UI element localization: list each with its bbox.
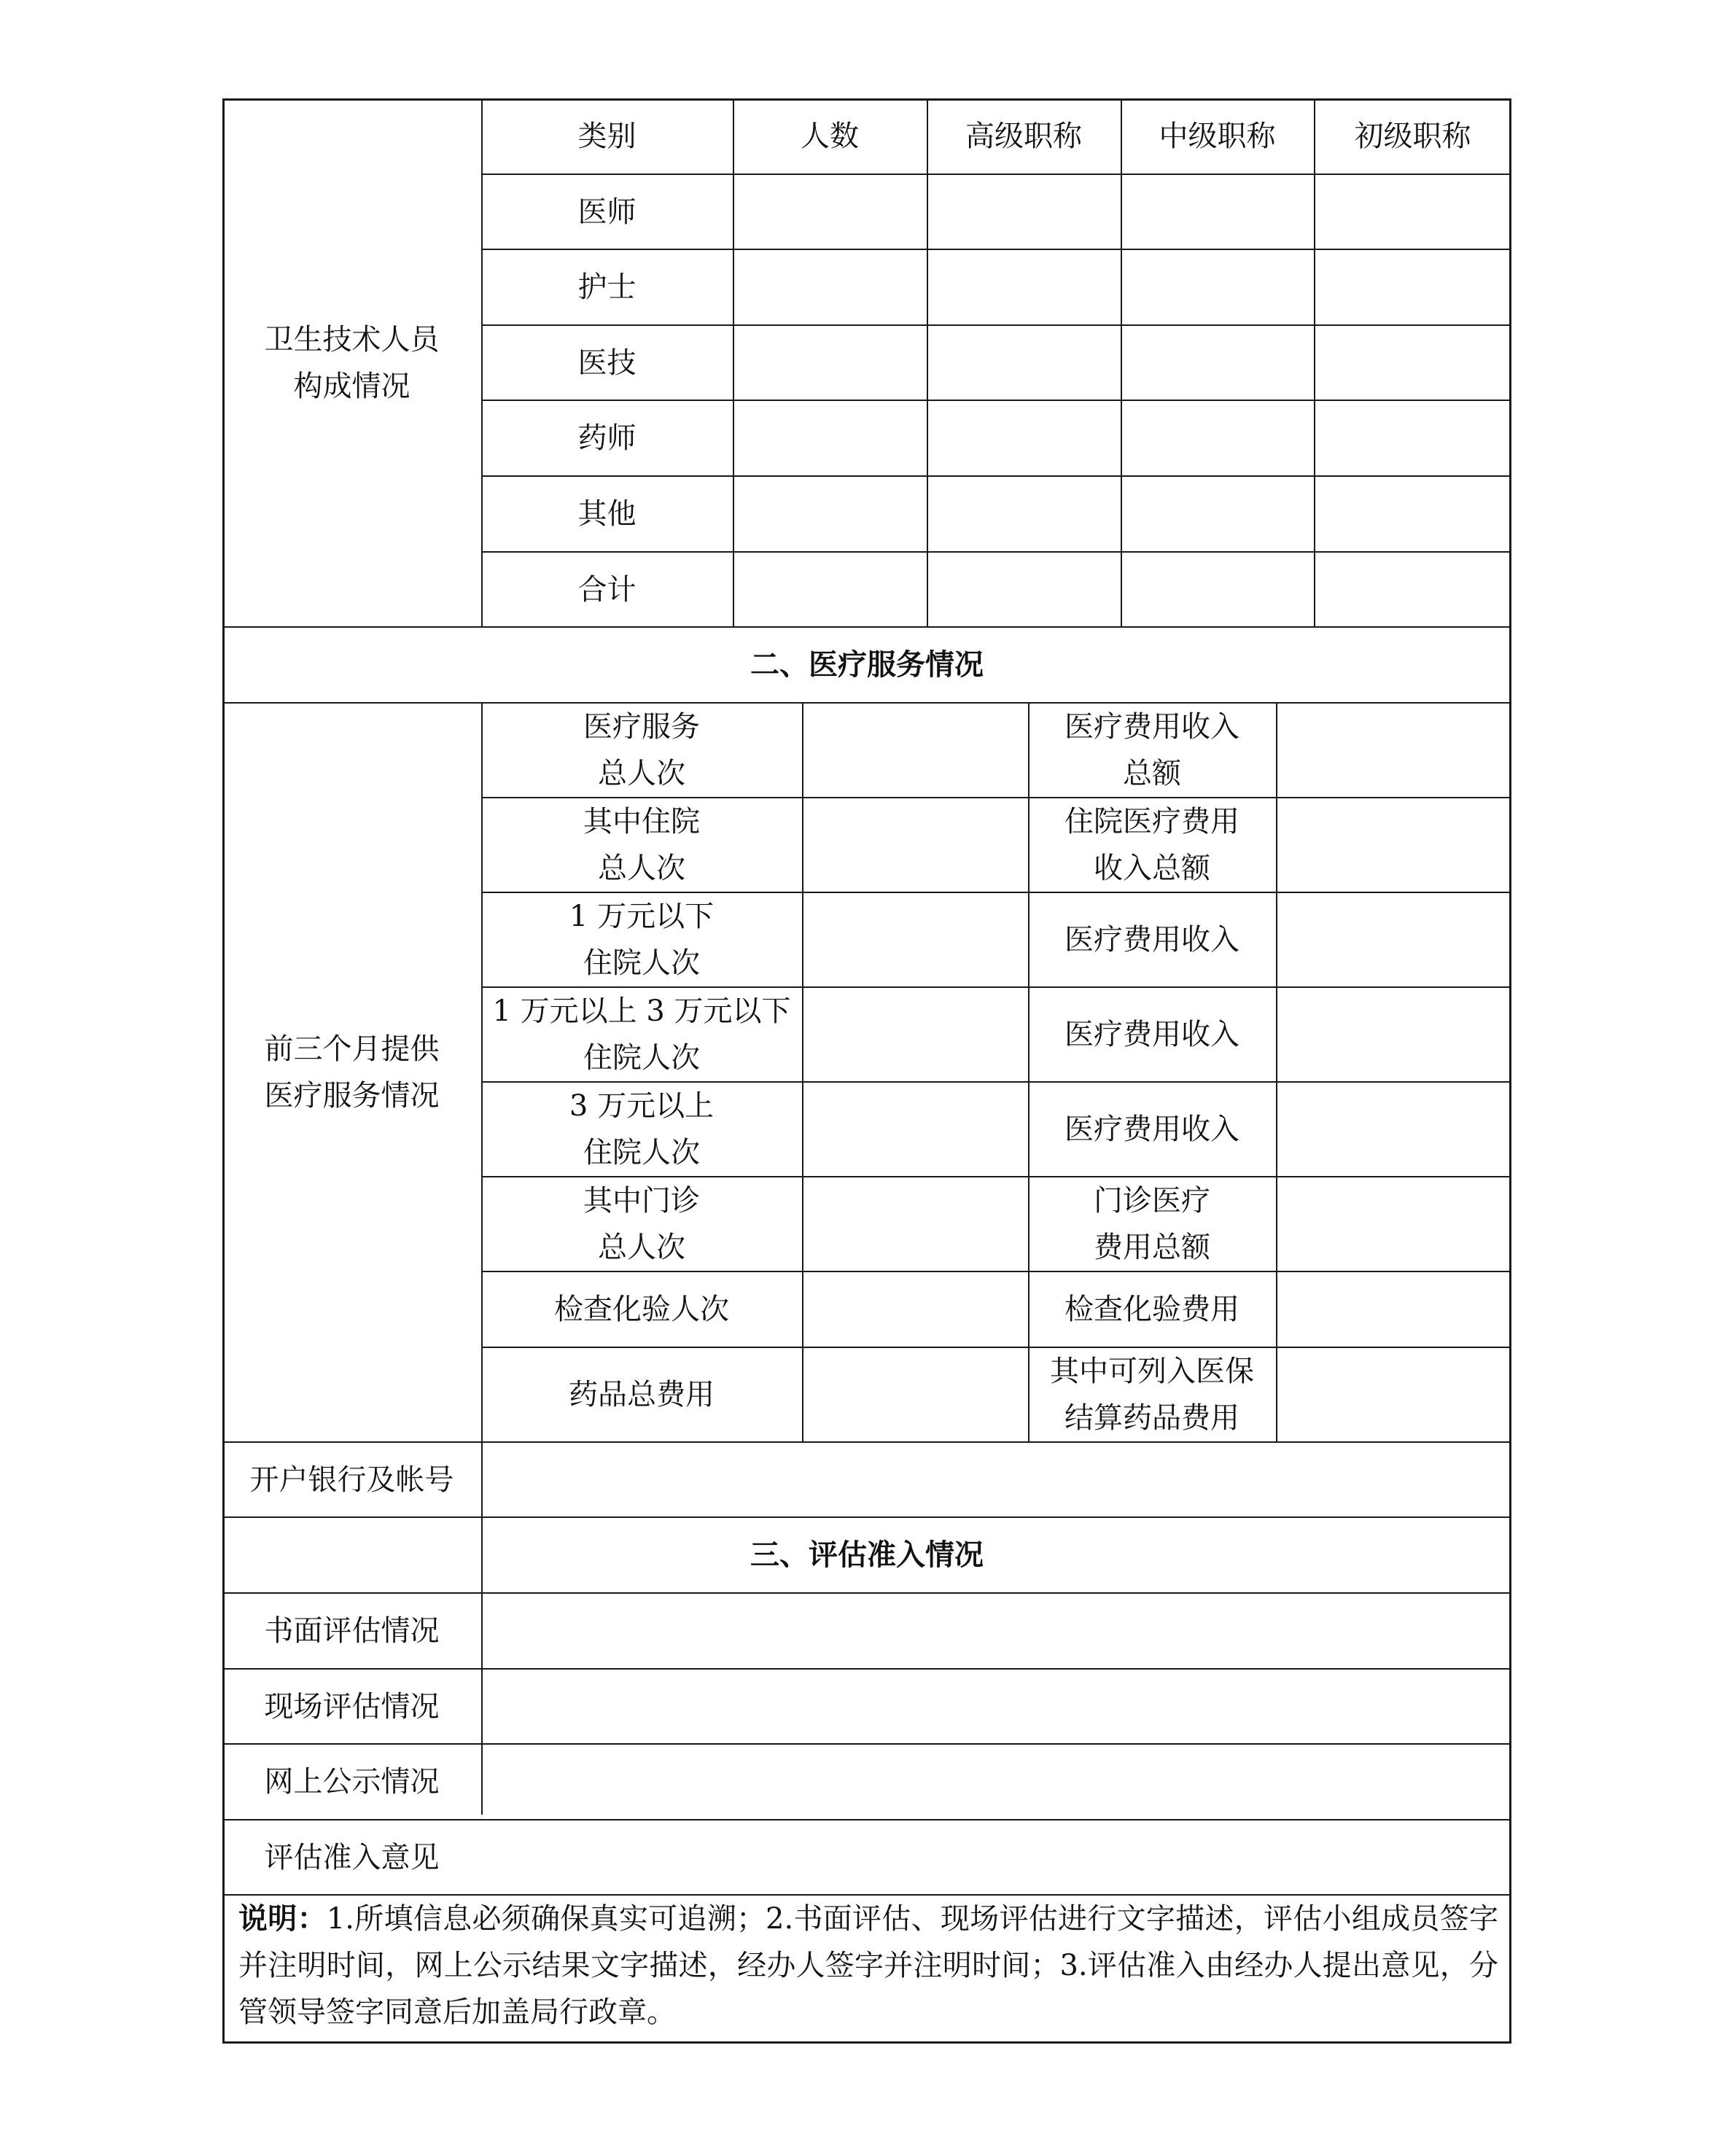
bank-account-label: 开户银行及帐号 (249, 1463, 454, 1497)
assessment-row-label: 评估准入意见 (264, 1840, 440, 1874)
staff-row-label: 医师 (577, 195, 637, 229)
rule (927, 98, 928, 627)
revenue-item-label: 住院医疗费用 收入总额 (1064, 805, 1239, 885)
revenue-item-label: 检查化验费用 (1064, 1293, 1239, 1326)
rule (1276, 702, 1277, 1442)
staff-row-label: 合计 (577, 572, 637, 607)
revenue-item-label: 门诊医疗 费用总额 (1094, 1184, 1210, 1264)
form-instructions-note (238, 1896, 1498, 2036)
rule (1121, 98, 1122, 627)
revenue-item-label: 医疗费用收入 (1064, 923, 1239, 957)
assessment-row-label: 现场评估情况 (264, 1689, 440, 1724)
section-3-title: 三、评估准入情况 (750, 1538, 984, 1572)
revenue-item-label: 其中可列入医保 结算药品费用 (1050, 1355, 1254, 1435)
header-count: 人数 (801, 120, 859, 153)
header-junior-title: 初级职称 (1354, 120, 1471, 153)
header-category: 类别 (577, 120, 637, 153)
service-item-label: 医疗服务 总人次 (583, 710, 700, 790)
service-item-label: 其中住院 总人次 (583, 805, 700, 885)
header-intermediate-title: 中级职称 (1159, 120, 1276, 153)
assessment-row-label: 书面评估情况 (264, 1614, 440, 1648)
rule (1314, 98, 1315, 627)
revenue-item-label: 医疗费用收入 (1064, 1018, 1239, 1051)
section-2-title: 二、医疗服务情况 (750, 647, 984, 682)
header-senior-title: 高级职称 (965, 120, 1082, 153)
staff-row-label: 医技 (577, 346, 637, 380)
staff-row-label: 药师 (577, 421, 637, 455)
service-item-label: 检查化验人次 (554, 1293, 729, 1326)
note-label: 说明： (238, 1901, 327, 1936)
staff-row-label: 护士 (577, 270, 637, 304)
rule (733, 98, 734, 627)
rule (802, 702, 803, 1442)
note-text: 1.所填信息必须确保真实可追溯；2.书面评估、现场评估进行文字描述，评估小组成员签字并注明时间，网上公示结果文字描述，经办人签字并注明时间；3.评估准入由经办人提出意见，分管领导签字同意后加盖局行政章。 (238, 1902, 1499, 2029)
revenue-item-label: 医疗费用收入 (1064, 1113, 1239, 1146)
staff-row-label: 其他 (577, 497, 637, 531)
service-item-label: 3 万元以上 住院人次 (569, 1089, 715, 1169)
service-item-label: 1 万元以下 住院人次 (569, 900, 715, 980)
revenue-item-label: 医疗费用收入 总额 (1064, 710, 1239, 790)
service-item-label: 药品总费用 (569, 1378, 715, 1411)
staff-section-label: 卫生技术人员 构成情况 (264, 322, 440, 403)
service-section-label: 前三个月提供 医疗服务情况 (264, 1032, 440, 1113)
service-item-label: 其中门诊 总人次 (583, 1184, 700, 1264)
service-item-label: 1 万元以上 3 万元以下 住院人次 (492, 994, 791, 1075)
assessment-row-label: 网上公示情况 (264, 1765, 440, 1799)
